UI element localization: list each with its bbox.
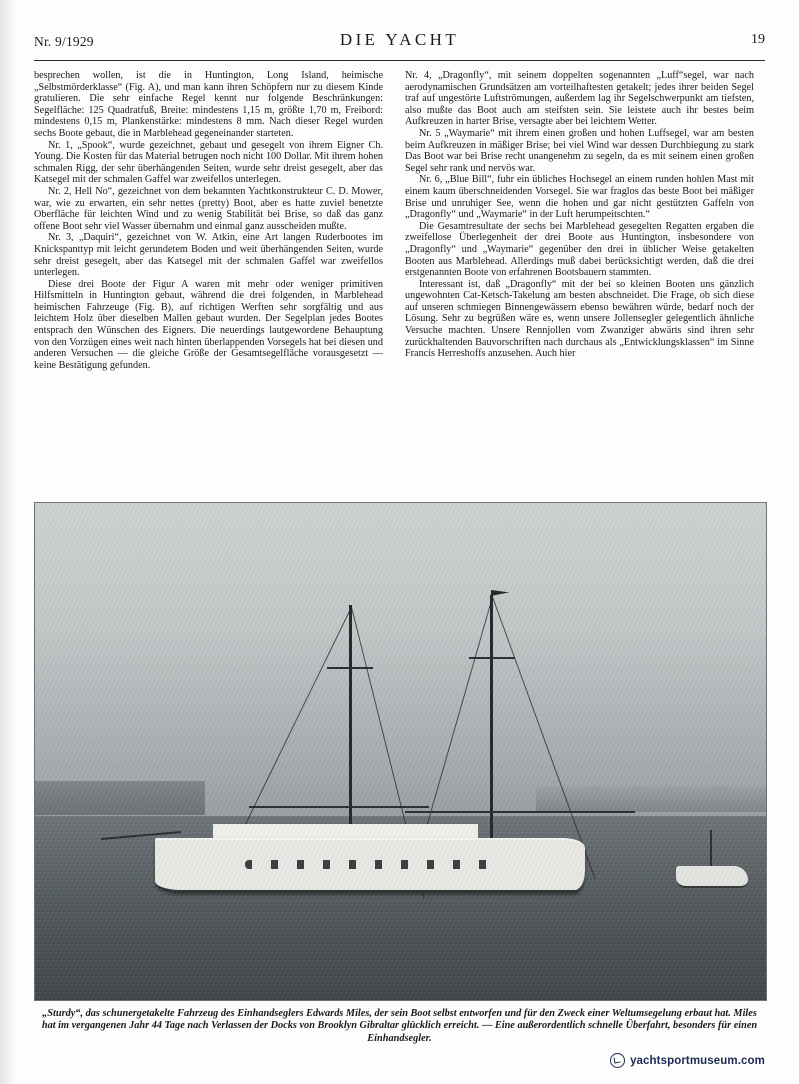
column-right [405, 70, 754, 490]
photo-shoreline-right [536, 786, 766, 812]
main-boom [405, 811, 635, 813]
issue-number: Nr. 9/1929 [34, 34, 94, 49]
anchor-icon [610, 1053, 625, 1068]
watermark [610, 1053, 765, 1068]
page-number: 19 [751, 32, 765, 47]
photo-sky [35, 503, 766, 816]
mainmast [490, 595, 493, 841]
page-edge-shadow [0, 0, 16, 1084]
paragraph: Nr. 5 „Waymarie“ mit ihrem einen großen und hohen Luffsegel, war am besten beim Aufkreuzen in mäßiger Brise; bei viel Wind war dessen Durchbiegung zu stark Das Boot war bei Brise recht unangenehm zu segeln, da es mit seinem einen großen Segel sehr rank und nervös war. [405, 127, 754, 174]
article-body [34, 70, 765, 490]
paragraph: besprechen wollen, ist die in Huntington, Long Island, heimische „Selbstmörderklasse“ (Fig. A), und man kann ihren Schöpfern nur zu diesem Kinde gratulieren. Die sehr einfache Regel kennt nur folgende Beschränkungen: Segelfläche: 125 Quadratfuß, Breite: mindestens 1,15 m, größte 1,70 m, Freibord: mindestens 0,15 m, Plankenstärke: mindestens 8 mm. Nach dieser Regel wurden sechs Boote gebaut, die in Marblehead gegeneinander starteten. [34, 70, 383, 139]
paragraph: Interessant ist, daß „Dragonfly“ mit der bei so kleinen Booten uns gänzlich ungewohnten Cat-Ketsch-Takelung am besten abschneidet. Die Frage, ob sich diese auf unseren schmiegen Binnengewässern ebenso bewähren würde, bedarf noch der Lösung. Sehr zu begrüßen wäre es, wenn unsere Jollensegler gelegentlich ähnliche Versuche machten. Unsere Rennjollen vom Zwanziger abwärts sind ihren sehr zurückhaltenden Bauvorschriften nach durchaus als „Entwicklungsklassen“ im Sinne Francis Herreshoffs anzusehen. Auch hier [405, 278, 754, 360]
photograph [34, 502, 767, 1001]
masthead [34, 28, 765, 58]
photo-caption: „Sturdy“, das schunergetakelte Fahrzeug des Einhandseglers Edwards Miles, der sein Boot selbst entworfen und für den Zweck einer Weltumsegelung erbaut hat. Miles hat im vergangenen Jahr 44 Tage nach Verlassen der Docks von Brooklyn Gibraltar glücklich erreicht. — Eine außerordentlich schnelle Überfahrt, besonders für einen Einhandsegler. [41, 1008, 758, 1044]
paragraph: Die Gesamtresultate der sechs bei Marblehead gesegelten Regatten ergaben die zweifellose Überlegenheit der drei Boote aus Huntington, insbesondere von „Dragonfly“ und „Waymarie“ gegenüber den drei in üblicher Weise getakelten Booten aus Marblehead. Allerdings muß dabei berücksichtigt werden, daß die drei erstgenannten Boote von erfahrenen Bootsbauern stammten. [405, 220, 754, 279]
paragraph: Nr. 6, „Blue Bill“, fuhr ein übliches Hochsegel an einem runden hohlen Mast mit einem kaum überschneidenden Vorsegel. Sie war fraglos das beste Boot bei mäßiger Brise und unruhiger See, wenn die hohen und gar nicht gestützten Gaffeln von „Dragonfly“ und „Waymarie“ in der Luft herumpeitschten.“ [405, 174, 754, 221]
paragraph: Nr. 3, „Daquiri“, gezeichnet von W. Atkin, eine Art langen Ruderbootes im Knickspanttyp mit leicht gerundetem Boden und weit überhängenden Seiten, wurde sehr dreist gesegelt, aber das Katsegel mit der schmalen Gaffel war zweifellos unterlegen. [34, 232, 383, 279]
journal-title: DIE YACHT [339, 30, 460, 49]
mainmast-spreader [469, 657, 515, 659]
paragraph: Nr. 2, Hell No“, gezeichnet von dem bekannten Yachtkonstrukteur C. D. Mower, war, wie zu erwarten, ein sehr nettes (pretty) Boot, aber es hatte zuviel benetzte Oberfläche für leichten Wind und zu wenig Stabilität bei Brise, so daß das ganz offene Boot sehr viel Wasser übernahm und einmal ganz ausscheiden mußte. [34, 185, 383, 232]
hull-portholes [245, 860, 495, 869]
schooner-hull [155, 838, 585, 893]
watermark-text: yachtsportmuseum.com [630, 1054, 765, 1067]
column-left [34, 70, 383, 490]
header-rule [34, 60, 765, 61]
paragraph: Diese drei Boote der Figur A waren mit mehr oder weniger primitiven Hilfsmitteln in Huntington gebaut, während die drei folgenden, in Marblehead heimischen Fahrzeuge (Fig. B), auf richtigen Werften sehr sorgfältig und aus leichtem Holz über dieselben Mallen gebaut wurden. Der Segelplan jedes Bootes entsprach den Wünschen des Eigners. Die neuerdings lautgewordene Behauptung von den Vorzügen eines weit nach hinten überlappenden Vorsegels hat bei diesen und anderen Versuchen — die gleiche Größe der Gesamtsegelfläche vorausgesetzt — keine Bestätigung gefunden. [34, 278, 383, 371]
background-boat [676, 866, 748, 888]
background-boat-mast [710, 830, 712, 866]
paragraph: Nr. 1, „Spook“, wurde gezeichnet, gebaut und gesegelt von ihrem Eigner Ch. Young. Die Kosten für das Material betrugen noch nicht 100 Dollar. Mit ihrem hohen schmalen Rigg, der sehr überhängenden Seiten, wurde sehr dreist gesegelt, aber das Katsegel mit der schmalen Gaffel war zweifellos unterlegen. [34, 139, 383, 186]
photo-shoreline-left [35, 781, 205, 815]
paragraph: Nr. 4, „Dragonfly“, mit seinem doppelten sogenannten „Luff“segel, war nach aerodynamischen Grundsätzen am vorteilhaftesten getakelt; jedes ihrer beiden Segel traf auf ungestörte Luftströmungen, außerdem lag ihr Segelschwerpunkt am tiefsten, also mußte das Boot auch am steifsten sein. Sie leistete auch ihr bestes beim Aufkreuzen in harter Brise, versagte aber bei leichtem Wetter. [405, 70, 754, 128]
